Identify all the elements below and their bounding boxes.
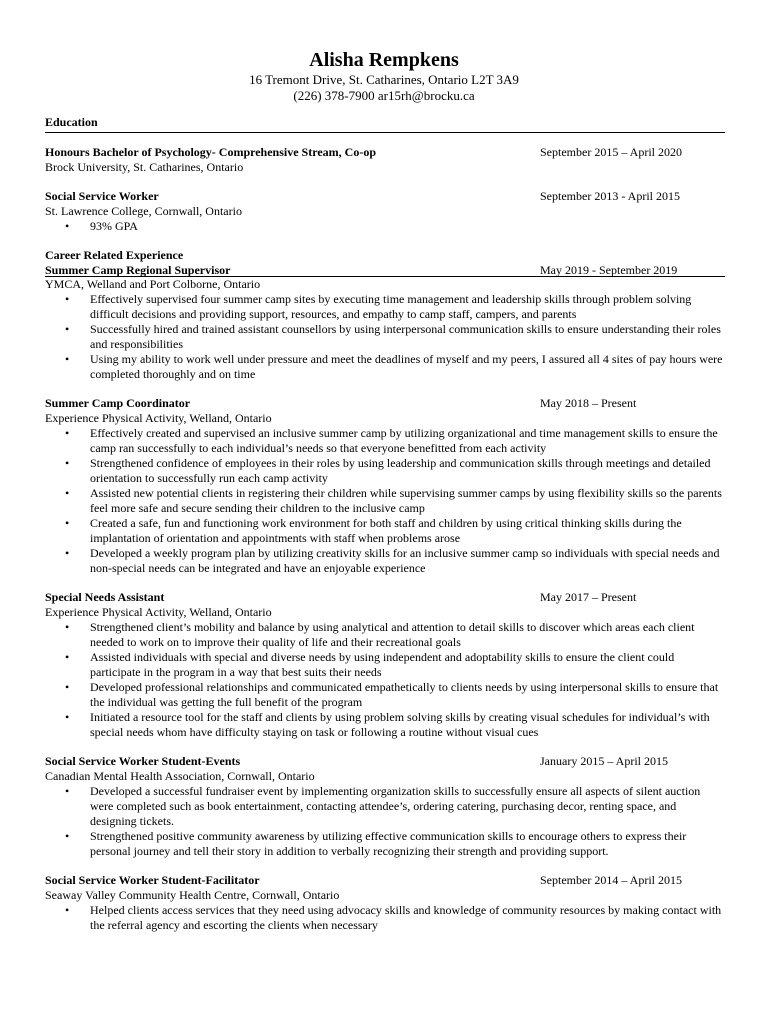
bullet-icon: • [65,903,70,917]
entry-organization: Seaway Valley Community Health Centre, Cornwall, Ontario [45,888,340,902]
bullet-list [45,292,725,382]
bullet-icon: • [65,322,70,336]
bullet-icon: • [65,426,70,440]
bullet-icon: • [65,710,70,724]
entry-organization: Experience Physical Activity, Welland, Ontario [45,605,272,619]
bullet-item: • Strengthened positive community awareness by utilizing effective communication skills to encourage others to express their personal journey and tell their story in addition to verbally recognizing their strength and providing support. [65,829,687,858]
bullet-item: • Developed a successful fundraiser event by implementing organization skills to successfully ensure all aspects of silent auction were completed such as book entertainment, contacting attendee’s, ordering catering, purchasing decor, renting space, and designing tickets. [65,784,701,828]
entry-organization: Canadian Mental Health Association, Cornwall, Ontario [45,769,315,783]
bullet-item: • Developed professional relationships and communicated empathetically to clients needs by using interpersonal skills to ensure that the individual was getting the full benefit of the program [65,680,719,709]
bullet-item: • Initiated a resource tool for the staff and clients by using problem solving skills by creating visual schedules for individual’s with special needs whom have difficulty staying on task or following a routine without visual cues [65,710,710,739]
entry-date: September 2013 - April 2015 [540,189,680,203]
entry-date: May 2019 - September 2019 [540,263,678,277]
education-heading: Education [45,115,98,129]
career-entry [45,754,725,859]
bullet-icon: • [65,620,70,634]
bullet-item: • Created a safe, fun and functioning work environment for both staff and children by using critical thinking skills during the implantation of orientation and appointments with staff when problems arose [65,516,682,545]
career-entry [45,263,725,382]
bullet-item: • Effectively created and supervised an inclusive summer camp by utilizing organizational and time management skills to ensure the camp ran successfully to each individual’s needs so that everyone benefitted from each activity [65,426,718,455]
entry-date: January 2015 – April 2015 [540,754,668,768]
bullet-icon: • [65,292,70,306]
career-heading: Career Related Experience [45,248,184,262]
bullet-list [45,426,725,576]
bullet-item: • Helped clients access services that they need using advocacy skills and knowledge of community resources by making contact with the referral agency and escorting the clients when necessary [65,903,722,932]
education-entry [45,145,725,175]
bullet-icon: • [65,680,70,694]
entry-organization: St. Lawrence College, Cornwall, Ontario [45,204,242,218]
bullet-item: • Strengthened client’s mobility and balance by using analytical and attention to detail skills to discover which areas each client needed to work on to improve their quality of life and their recreational goals [65,620,695,649]
address-line: 16 Tremont Drive, St. Catharines, Ontario L2T 3A9 [249,72,519,87]
entry-title: Honours Bachelor of Psychology- Comprehensive Stream, Co-op [45,145,376,159]
entry-title: Social Service Worker Student-Facilitator [45,873,260,887]
bullet-icon: • [65,829,70,843]
bullet-icon: • [65,456,70,470]
bullet-icon: • [65,784,70,798]
entry-title: Summer Camp Coordinator [45,396,191,410]
bullet-icon: • [65,352,70,366]
bullet-item: • Effectively supervised four summer camp sites by executing time management and leadership skills through problem solving difficult decisions and providing support, resources, and empathy to camp staff, campers, and parents [65,292,692,321]
bullet-item: • Developed a weekly program plan by utilizing creativity skills for an inclusive summer camp so individuals with special needs and non-special needs can be integrated and have an enjoyable experience [65,546,720,575]
career-entry [45,590,725,740]
bullet-list [45,219,725,234]
bullet-item: • Using my ability to work well under pressure and meet the deadlines of myself and my peers, I assured all 4 sites of pay hours were completed thoroughly and on time [65,352,723,381]
bullet-item: • Assisted individuals with special and diverse needs by using independent and adoptability skills to ensure the client could participate in the program in a way that best suits their needs [65,650,675,679]
section-divider [45,132,725,133]
bullet-item: • Assisted new potential clients in registering their children while supervising summer camps by using flexibility skills so the parents feel more safe and secure sending their children to the inclusive camp [65,486,722,515]
bullet-icon: • [65,650,70,664]
career-entry [45,396,725,576]
resume-body [45,115,725,947]
entry-title: Social Service Worker Student-Events [45,754,241,768]
bullet-item: • Strengthened confidence of employees in their roles by using leadership and communication skills through meetings and detailed orientation to successfully run each camp activity [65,456,711,485]
candidate-name: Alisha Rempkens [309,49,459,71]
entry-date: September 2015 – April 2020 [540,145,682,159]
entry-title: Special Needs Assistant [45,590,165,604]
entry-date: May 2018 – Present [540,396,637,410]
bullet-icon: • [65,219,70,233]
entry-title: Social Service Worker [45,189,159,203]
bullet-list [45,784,725,859]
phone-email-line: (226) 378-7900 ar15rh@brocku.ca [293,88,475,103]
bullet-icon: • [65,516,70,530]
bullet-list [45,903,725,933]
bullet-icon: • [65,486,70,500]
resume-header [0,0,768,104]
bullet-item: • Successfully hired and trained assistant counsellors by using interpersonal communication skills to ensure understanding their roles and responsibilities [65,322,721,351]
bullet-icon: • [65,546,70,560]
bullet-item: • 93% GPA [65,219,138,233]
bullet-list [45,620,725,740]
entry-date: September 2014 – April 2015 [540,873,682,887]
entry-title: Summer Camp Regional Supervisor [45,263,231,277]
entry-organization: YMCA, Welland and Port Colborne, Ontario [45,277,261,291]
entry-organization: Brock University, St. Catharines, Ontario [45,160,244,174]
entry-organization: Experience Physical Activity, Welland, Ontario [45,411,272,425]
career-entry [45,873,725,933]
entry-date: May 2017 – Present [540,590,637,604]
education-entry [45,189,725,234]
